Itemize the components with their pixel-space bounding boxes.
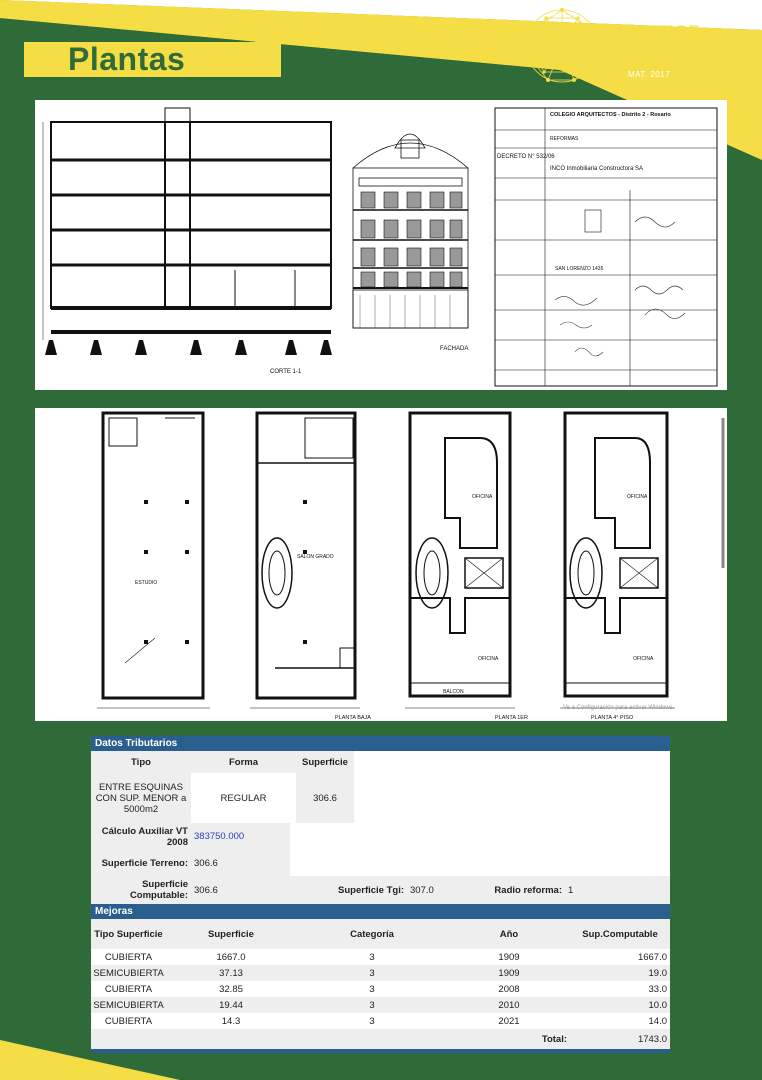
sup-tgi-value: 307.0 [410, 884, 434, 896]
calculo-label: Cálculo Auxiliar VT 2008 [91, 823, 191, 850]
row-superficie: 32.85 [219, 983, 243, 995]
table-row [91, 965, 670, 981]
network-globe-icon [522, 0, 604, 90]
row-sup-comp: 14.0 [648, 1015, 667, 1027]
section-label: CORTE 1-1 [270, 369, 302, 375]
room-salon: SALON GRADO [297, 554, 334, 560]
floor-plans-panel [35, 408, 727, 721]
total-row [91, 1029, 670, 1049]
row-categoria: 3 [369, 967, 375, 979]
row-tipo: SEMICUBIERTA [93, 967, 164, 979]
cartouche-reformas: REFORMAS [550, 136, 579, 142]
table-row [91, 997, 670, 1013]
mejoras-header-anio: Año [499, 928, 519, 940]
sup-terreno-value: 306.6 [191, 850, 290, 876]
brand-registration: MAT. 2017 [628, 70, 671, 79]
row-sup-comp: 1667.0 [637, 951, 667, 963]
mejoras-header-categoria: Categoría [350, 928, 394, 940]
floor-plans-drawing [35, 408, 727, 721]
brand-logo [522, 0, 762, 95]
sup-computable-value: 306.6 [194, 884, 218, 896]
sup-terreno-label: Superficie Terreno: [91, 850, 191, 876]
row-tipo: CUBIERTA [104, 1015, 153, 1027]
forma-value: REGULAR [220, 792, 267, 804]
row-superficie: 37.13 [219, 967, 243, 979]
row-tipo: CUBIERTA [104, 951, 153, 963]
mejoras-header-sup-comp: Sup.Computable [582, 928, 658, 940]
row-superficie: 14.3 [221, 1015, 241, 1027]
mejoras-header-superficie: Superficie [208, 928, 254, 940]
row-categoria: 3 [369, 983, 375, 995]
row-categoria: 3 [369, 1015, 375, 1027]
floor-label-baja: PLANTA BAJA [335, 715, 371, 721]
mejoras-header-tipo: Tipo Superficie [94, 928, 163, 940]
room-oficina-1: OFICINA [472, 494, 493, 500]
row-tipo: CUBIERTA [104, 983, 153, 995]
row-categoria: 3 [369, 999, 375, 1011]
brand-subtitle: Bienes raices [606, 42, 708, 60]
table-row [91, 1013, 670, 1029]
cartouche-owner: INCO Inmobiliaria Constructora SA [550, 166, 644, 172]
mejoras-rows [91, 949, 670, 1029]
row-anio: 1909 [498, 967, 520, 979]
sup-tgi-label: Superficie Tgi: [338, 884, 404, 896]
total-value: 1743.0 [637, 1033, 667, 1045]
plan-section-facade-panel [35, 100, 727, 390]
section-facade-drawing [35, 100, 727, 390]
page-title: Plantas [68, 41, 186, 77]
floor-label-4to: PLANTA 4° PISO [591, 715, 634, 721]
brand-text [606, 22, 708, 79]
total-label: Total: [541, 1033, 567, 1045]
row-sup-comp: 10.0 [648, 999, 667, 1011]
row-superficie: 1667.0 [216, 951, 246, 963]
header-tipo: Tipo [91, 751, 191, 773]
header-forma: Forma [191, 751, 296, 773]
row-sup-comp: 19.0 [648, 967, 667, 979]
room-estudio: ESTUDIO [135, 580, 158, 586]
datos-tributarios-header: Datos Tributarios [91, 736, 670, 751]
facade-label: FACHADA [440, 346, 469, 352]
row-anio: 2010 [498, 999, 520, 1011]
floor-label-1er: PLANTA 1ER [495, 715, 528, 721]
table-row [91, 949, 670, 965]
radio-label: Radio reforma: [494, 884, 562, 896]
room-oficina-4: OFICINA [633, 656, 654, 662]
tax-data-table [91, 736, 670, 1047]
row-sup-comp: 33.0 [648, 983, 667, 995]
tipo-value: ENTRE ESQUINAS CON SUP. MENOR a 5000m2 [91, 773, 191, 823]
row-superficie: 19.44 [219, 999, 243, 1011]
cartouche-decreto: DECRETO N° 532/06 [497, 154, 555, 160]
room-balcon: BALCON [443, 689, 464, 695]
brand-name: PRESTIGE [606, 22, 701, 41]
room-oficina-3: OFICINA [627, 494, 648, 500]
radio-value: 1 [568, 884, 574, 896]
calculo-value[interactable]: 383750.000 [191, 823, 290, 850]
row-anio: 2021 [498, 1015, 520, 1027]
header-superficie: Superficie [296, 751, 354, 773]
windows-watermark: Ve a Configuración para activar Windows. [563, 705, 675, 711]
row-anio: 1909 [498, 951, 520, 963]
row-categoria: 3 [369, 951, 375, 963]
cartouche-colegio: COLEGIO ARQUITECTOS - Distrito 2 - Rosario [550, 112, 671, 118]
superficie-value: 306.6 [296, 773, 354, 823]
page-title-box [24, 42, 281, 77]
table-bottom-strip [91, 1049, 670, 1053]
mejoras-header: Mejoras [91, 904, 670, 919]
table-row [91, 981, 670, 997]
room-oficina-2: OFICINA [478, 656, 499, 662]
row-tipo: SEMICUBIERTA [93, 999, 164, 1011]
row-anio: 2008 [498, 983, 520, 995]
sup-computable-label: Superficie Computable: [129, 879, 188, 901]
cartouche-street: SAN LORENZO 1435 [555, 266, 604, 272]
